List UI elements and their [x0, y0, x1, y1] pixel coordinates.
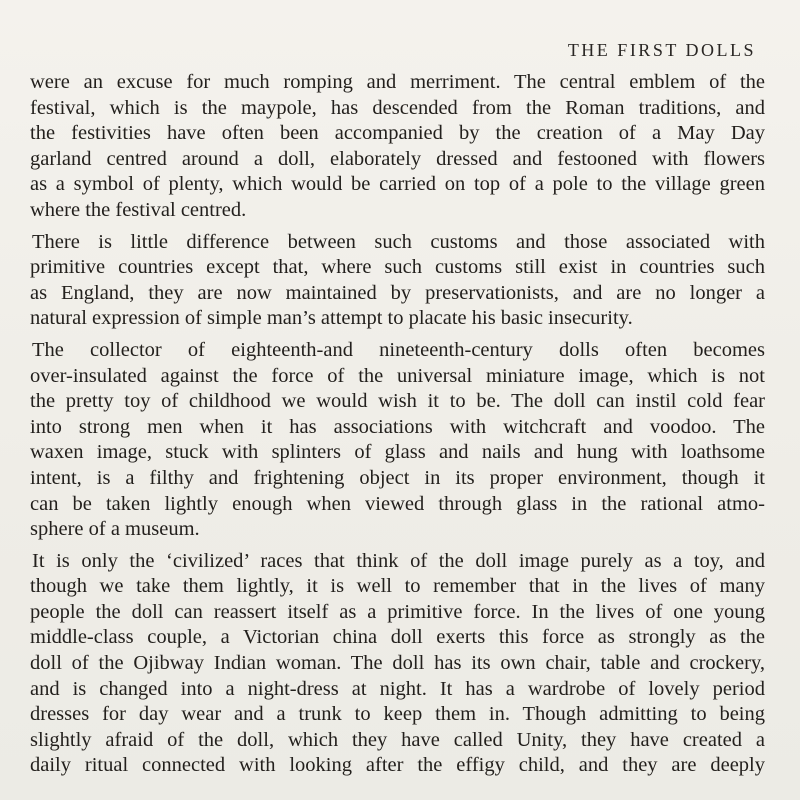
- text-line: middle-class couple, a Victorian china doll exerts this force as strongly as the: [30, 626, 765, 649]
- text-line: as England, they are now maintained by preservationists, and are no longer a: [30, 281, 765, 304]
- text-line: over-insulated against the force of the universal miniature image, which is not: [30, 364, 765, 387]
- text-line: garland centred around a doll, elaborately dressed and festooned with flowers: [30, 147, 765, 170]
- running-head: THE FIRST DOLLS: [567, 40, 756, 60]
- text-line: It is only the ‘civilized’ races that think of the doll image purely as a toy, and: [32, 549, 765, 572]
- text-line: into strong men when it has associations with witchcraft and voodoo. The: [30, 415, 765, 438]
- text-line: The collector of eighteenth-and nineteenth-century dolls often becomes: [32, 338, 765, 361]
- paragraph-2: [30, 230, 765, 332]
- text-line: dresses for day wear and a trunk to keep them in. Though admitting to being: [30, 703, 765, 726]
- text-line: festival, which is the maypole, has descended from the Roman traditions, and: [30, 96, 765, 119]
- text-line: the festivities have often been accompanied by the creation of a May Day: [30, 122, 765, 145]
- paragraph-3: [30, 338, 765, 543]
- text-line: daily ritual connected with looking after the effigy child, and they are deeply: [30, 754, 765, 777]
- paragraph-1: [30, 70, 765, 224]
- text-line: doll of the Ojibway Indian woman. The doll has its own chair, table and crockery,: [30, 652, 765, 675]
- text-line: can be taken lightly enough when viewed through glass in the rational atmo-: [30, 492, 765, 515]
- text-line: slightly afraid of the doll, which they have called Unity, they have created a: [30, 728, 765, 751]
- text-line: were an excuse for much romping and merriment. The central emblem of the: [30, 71, 765, 93]
- paragraph-4: [30, 549, 765, 779]
- text-line: though we take them lightly, it is well to remember that in the lives of many: [30, 575, 765, 598]
- body-text: [30, 70, 765, 785]
- text-line: where the festival centred.: [30, 198, 247, 221]
- text-line: primitive countries except that, where such customs still exist in countries such: [30, 256, 765, 279]
- text-line: natural expression of simple man’s attempt to placate his basic insecurity.: [30, 307, 633, 330]
- text-line: There is little difference between such customs and those associated with: [32, 230, 765, 253]
- text-line: waxen image, stuck with splinters of glass and nails and hung with loathsome: [30, 441, 765, 464]
- text-line: people the doll can reassert itself as a primitive force. In the lives of one young: [30, 600, 765, 623]
- text-line: and is changed into a night-dress at night. It has a wardrobe of lovely period: [30, 677, 765, 700]
- text-line: sphere of a museum.: [30, 518, 200, 541]
- text-line: the pretty toy of childhood we would wish it to be. The doll can instil cold fear: [30, 390, 765, 413]
- text-line: as a symbol of plenty, which would be carried on top of a pole to the village green: [30, 173, 765, 196]
- text-line: intent, is a filthy and frightening object in its proper environment, though it: [30, 466, 765, 489]
